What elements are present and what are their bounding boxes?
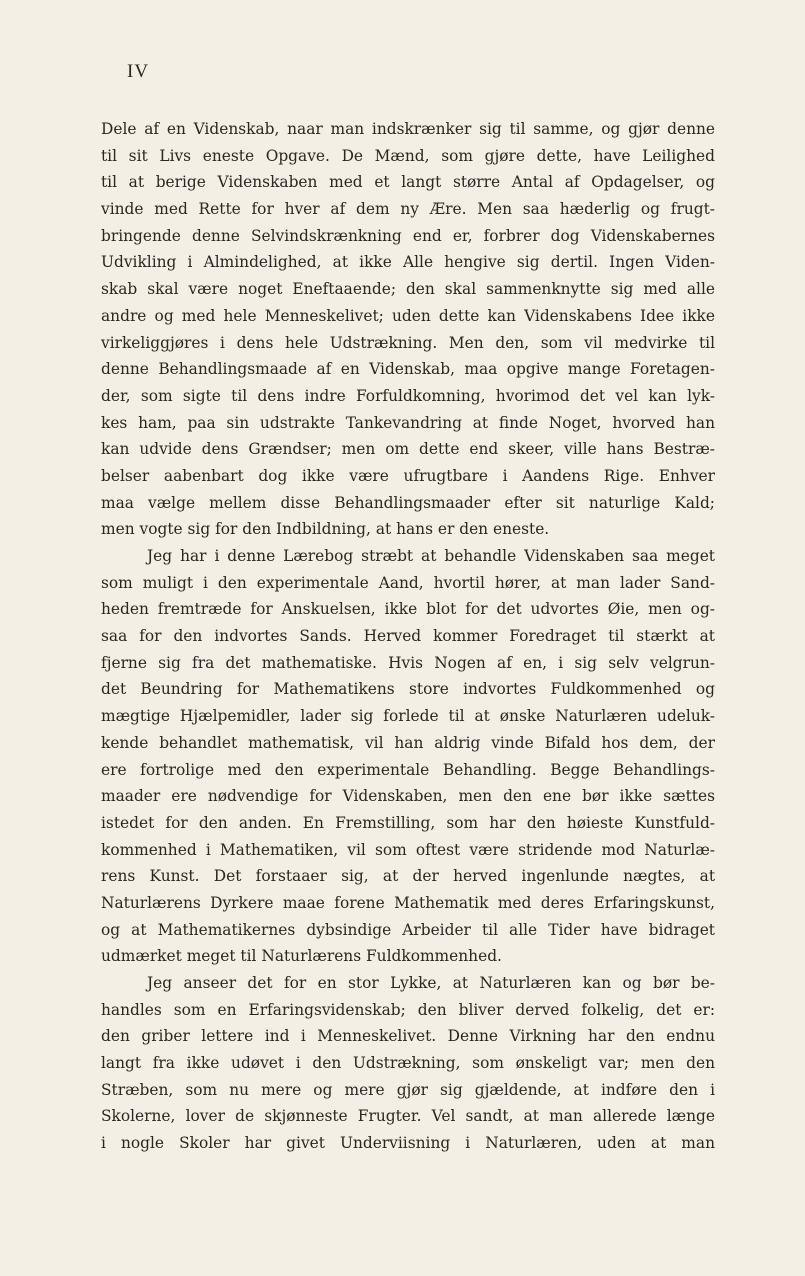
text-line: Jeg anseer det for en stor Lykke, at Naturlæren kan og bør be- bbox=[147, 974, 715, 992]
text-line: belser aabenbart dog ikke være ufrugtbare i Aandens Rige. Enhver bbox=[101, 466, 715, 485]
text-line: Skolerne, lover de skjønneste Frugter. Vel sandt, at man allerede længe bbox=[101, 1107, 715, 1126]
text-line: kes ham, paa sin udstrakte Tankevandring at finde Noget, hvorved han bbox=[101, 413, 715, 432]
text-line: langt fra ikke udøvet i den Udstrækning, som ønskeligt var; men den bbox=[101, 1054, 715, 1073]
text-line: virkeliggjøres i dens hele Udstrækning. Men den, som vil medvirke til bbox=[101, 333, 715, 352]
text-line: udmærket meget til Naturlærens Fuldkommenhed. bbox=[101, 947, 502, 966]
text-line: rens Kunst. Det forstaaer sig, at der herved ingenlunde nægtes, at bbox=[101, 867, 715, 886]
text-line: kende behandlet mathematisk, vil han aldrig vinde Bifald hos dem, der bbox=[101, 733, 715, 752]
text-line: og at Mathematikernes dybsindige Arbeider til alle Tider have bidraget bbox=[101, 920, 715, 939]
page-number: IV bbox=[127, 61, 150, 82]
text-line: Jeg har i denne Lærebog stræbt at behandle Videnskaben saa meget bbox=[147, 547, 715, 565]
text-line: til sit Livs eneste Opgave. De Mænd, som gjøre dette, have Leilighed bbox=[101, 146, 715, 165]
body-text bbox=[101, 116, 715, 1157]
text-line: i nogle Skoler har givet Underviisning i Naturlæren, uden at man bbox=[101, 1134, 715, 1153]
text-line: istedet for den anden. En Fremstilling, som har den høieste Kunstfuld- bbox=[101, 813, 715, 832]
text-line: fjerne sig fra det mathematiske. Hvis Nogen af en, i sig selv velgrun- bbox=[101, 653, 715, 672]
text-line: Dele af en Videnskab, naar man indskrænker sig til samme, og gjør denne bbox=[101, 120, 715, 138]
text-line: den griber lettere ind i Menneskelivet. Denne Virkning har den endnu bbox=[101, 1027, 715, 1046]
text-line: skab skal være noget Eneftaaende; den skal sammenknytte sig med alle bbox=[101, 280, 715, 299]
text-line: der, som sigte til dens indre Forfuldkomning, hvorimod det vel kan lyk- bbox=[101, 386, 715, 405]
text-line: andre og med hele Menneskelivet; uden dette kan Videnskabens Idee ikke bbox=[101, 306, 715, 325]
text-line: som muligt i den experimentale Aand, hvortil hører, at man lader Sand- bbox=[101, 573, 715, 592]
text-line: men vogte sig for den Indbildning, at hans er den eneste. bbox=[101, 520, 550, 539]
text-line: det Beundring for Mathematikens store indvortes Fuldkommenhed og bbox=[101, 680, 715, 699]
text-line: handles som en Erfaringsvidenskab; den bliver derved folkelig, det er: bbox=[101, 1000, 715, 1019]
text-line: Udvikling i Almindelighed, at ikke Alle hengive sig dertil. Ingen Viden- bbox=[101, 253, 715, 272]
text-line: til at berige Videnskaben med et langt større Antal af Opdagelser, og bbox=[101, 173, 715, 192]
text-line: ere fortrolige med den experimentale Behandling. Begge Behandlings- bbox=[101, 760, 715, 779]
text-line: Stræben, som nu mere og mere gjør sig gjældende, at indføre den i bbox=[101, 1080, 715, 1099]
text-line: Naturlærens Dyrkere maae forene Mathematik med deres Erfaringskunst, bbox=[101, 893, 715, 912]
text-line: kommenhed i Mathematiken, vil som oftest være stridende mod Naturlæ- bbox=[101, 840, 715, 859]
text-line: kan udvide dens Grændser; men om dette end skeer, ville hans Bestræ- bbox=[101, 440, 715, 459]
text-line: bringende denne Selvindskrænkning end er, forbrer dog Videnskabernes bbox=[101, 226, 715, 245]
text-line: mægtige Hjælpemidler, lader sig forlede til at ønske Naturlæren udeluk- bbox=[101, 707, 715, 726]
text-line: heden fremtræde for Anskuelsen, ikke blot for det udvortes Øie, men og- bbox=[101, 600, 715, 619]
text-line: vinde med Rette for hver af dem ny Ære. Men saa hæderlig og frugt- bbox=[101, 200, 715, 219]
text-line: maader ere nødvendige for Videnskaben, men den ene bør ikke sættes bbox=[101, 787, 715, 806]
text-line: denne Behandlingsmaade af en Videnskab, maa opgive mange Foretagen- bbox=[101, 360, 715, 379]
text-line: maa vælge mellem disse Behandlingsmaader efter sit naturlige Kald; bbox=[101, 493, 715, 512]
text-line: saa for den indvortes Sands. Herved kommer Foredraget til stærkt at bbox=[101, 627, 715, 646]
